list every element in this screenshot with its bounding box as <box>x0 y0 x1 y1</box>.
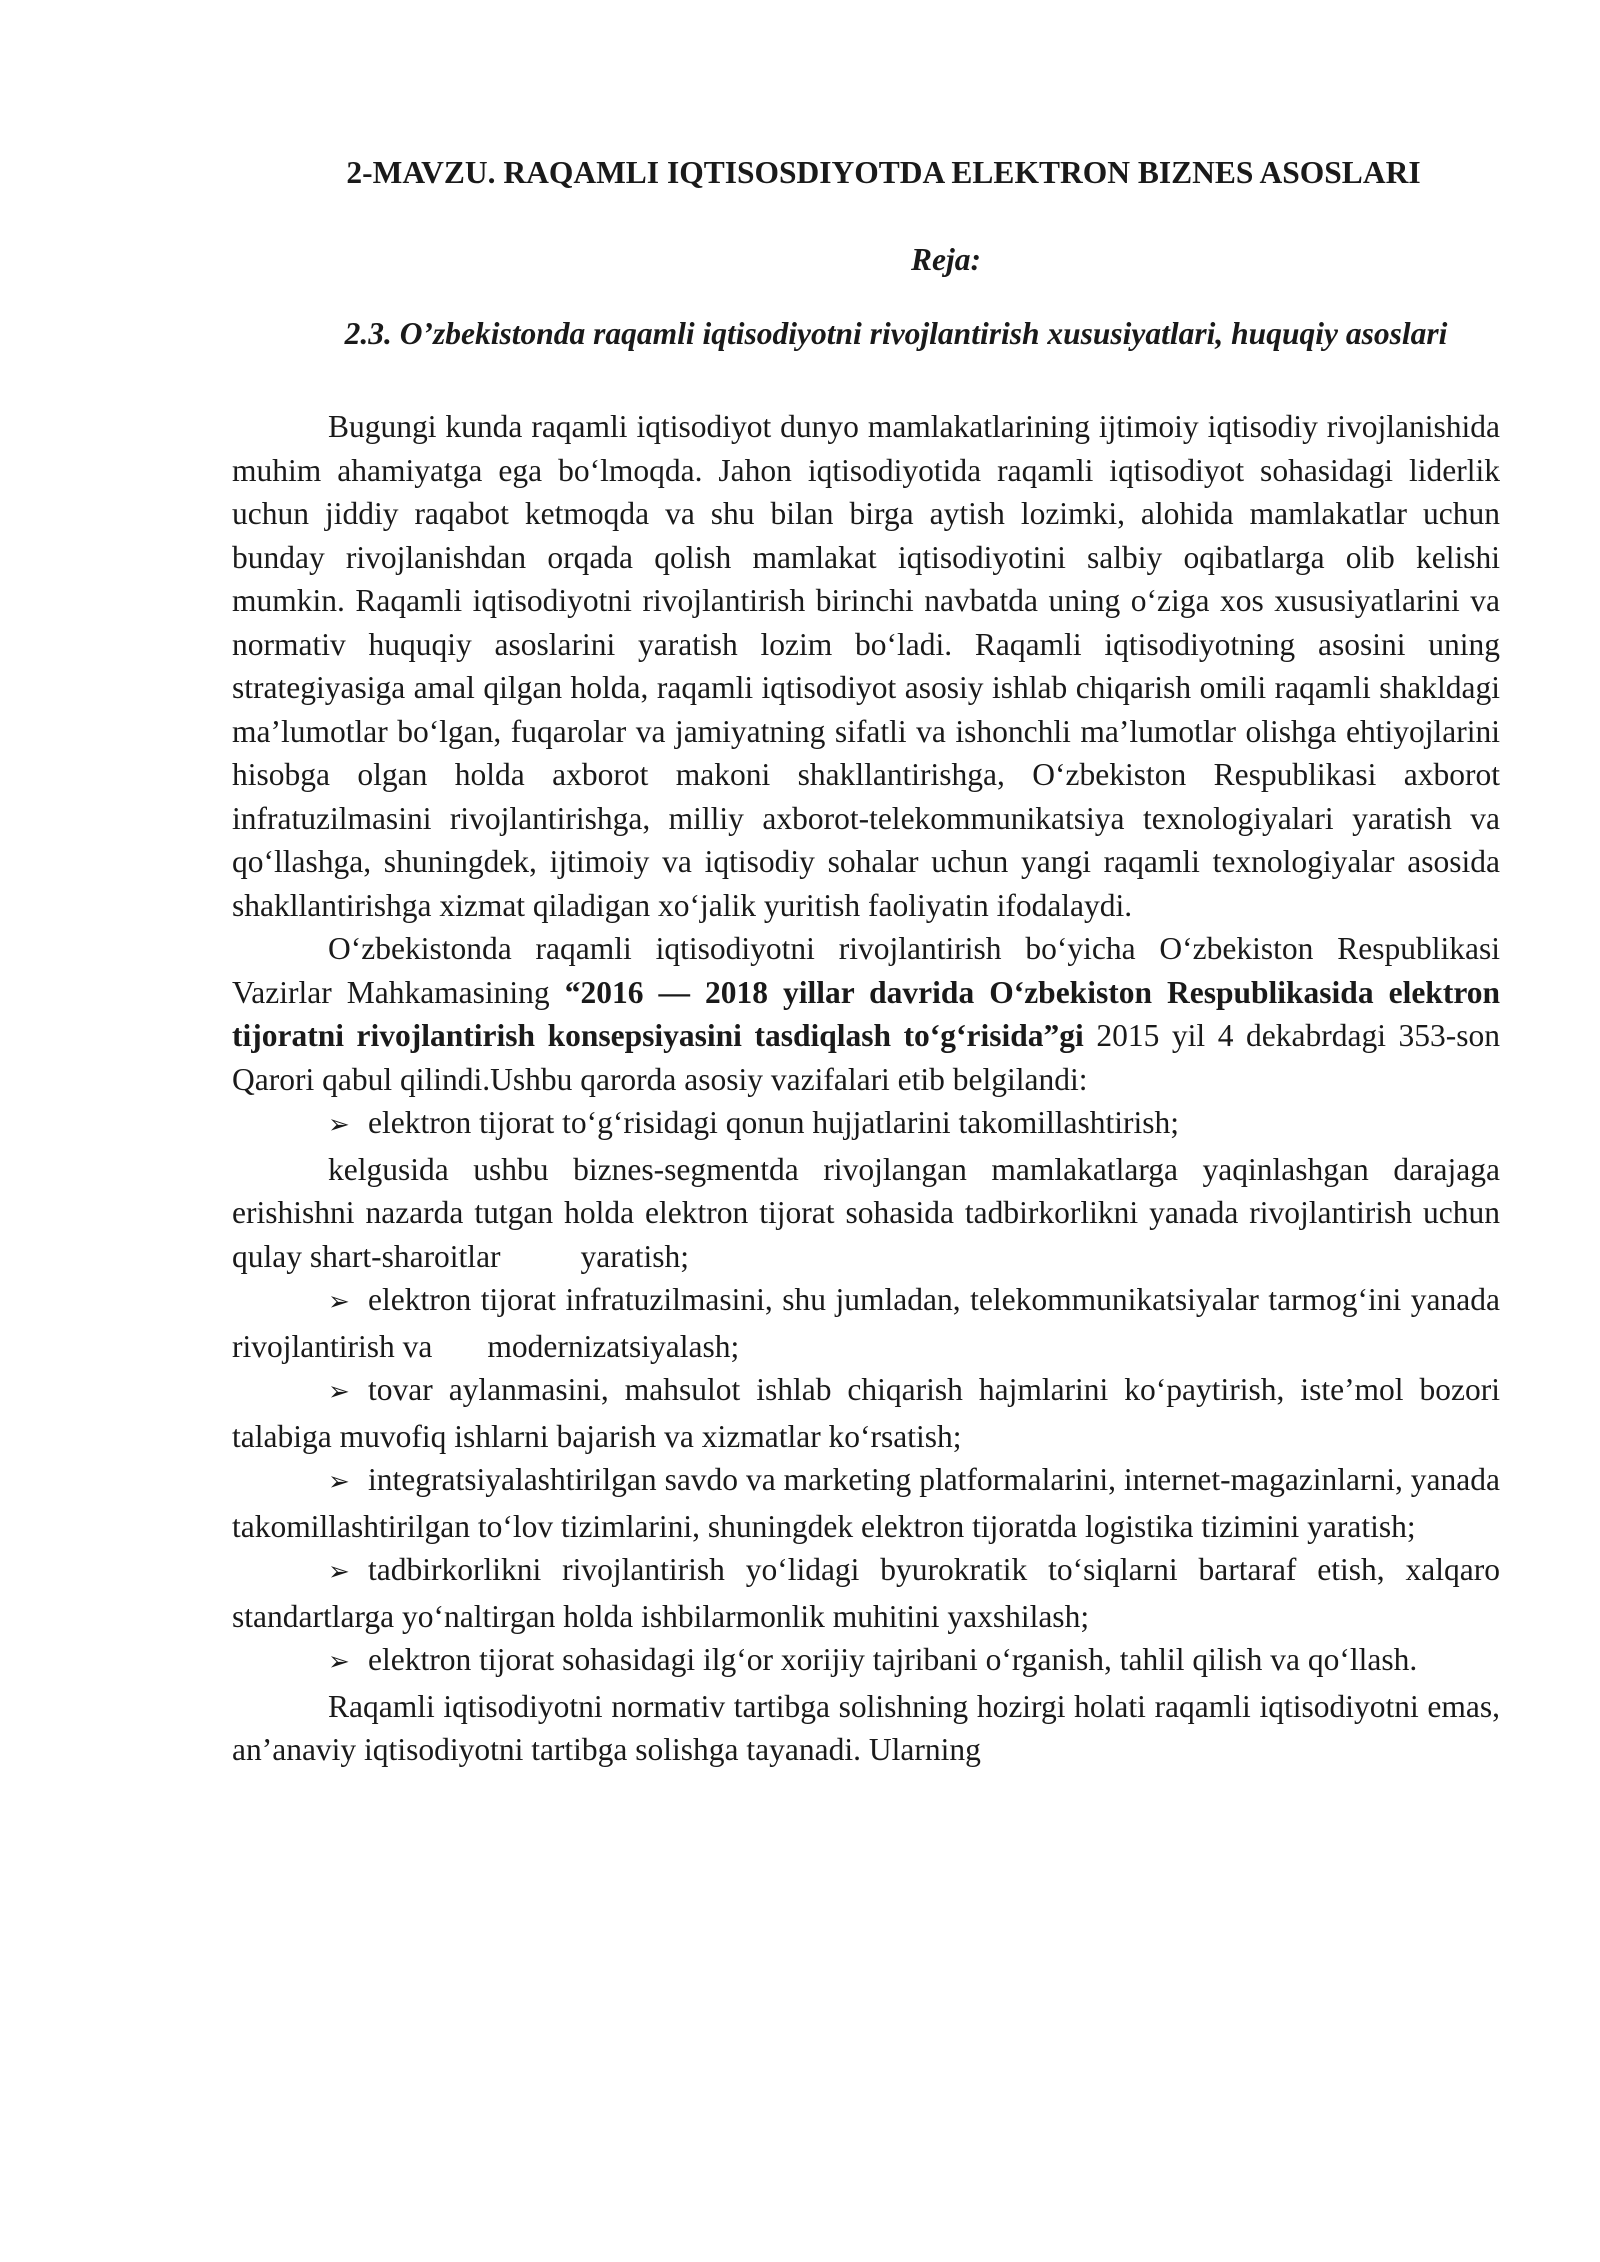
arrow-bullet-icon: ➢ <box>328 1557 350 1587</box>
paragraph-3-text: kelgusida ushbu biznes-segmentda rivojlangan mamlakatlarga yaqinlashgan darajaga erishishni nazarda tutgan holda elektron tijorat sohasida tadbirkorlikni yanada rivojlantirish uchun qulay shart-sharoitlar <box>232 1151 1500 1274</box>
resolution-title: “2016 — 2018 yillar davrida O‘zbekiston Respublikasida elektron tijoratni rivojlantirish konsepsiyasini tasdiqlash to‘g‘risida”gi <box>232 974 1500 1053</box>
list-item-2 <box>232 1278 1500 1368</box>
paragraph-2 <box>232 927 1500 1101</box>
paragraph-3-tail: yaratish; <box>580 1238 690 1274</box>
list-item-3-text: tovar aylanmasini, mahsulot ishlab chiqarish hajmlarini ko‘paytirish, iste’mol bozori talabiga muvofiq ishlarni bajarish va xizmatlar ko‘rsatish; <box>232 1372 1500 1454</box>
page-title: 2-MAVZU. RAQAMLI IQTISOSDIYOTDA ELEKTRON BIZNES ASOSLARI <box>346 155 1421 190</box>
list-item-1 <box>232 1101 1500 1148</box>
list-item-4 <box>232 1458 1500 1548</box>
list-item-2-tail: modernizatsiyalash; <box>487 1328 740 1364</box>
paragraph-4: Raqamli iqtisodiyotni normativ tartibga solishning hozirgi holati raqamli iqtisodiyotni emas, an’anaviy iqtisodiyotni tartibga solishga tayanadi. Ularning <box>232 1688 1500 1767</box>
list-item-1-text: elektron tijorat to‘g‘risidagi qonun hujjatlarini takomillashtirish; <box>368 1105 1179 1140</box>
paragraph-2-intro: O‘zbekistonda raqamli iqtisodiyotni rivojlantirish bo‘yicha O‘zbekiston Respublikasi Vazirlar Mahkamasining <box>232 931 1500 1010</box>
plan-heading: Reja: <box>911 242 981 277</box>
list-item-2-text: elektron tijorat infratuzilmasini, shu jumladan, telekommunikatsiyalar tarmog‘ini yanada rivojlantirish va <box>232 1282 1500 1364</box>
list-item-3 <box>232 1368 1500 1458</box>
list-item-5-text: tadbirkorlikni rivojlantirish yo‘lidagi byurokratik to‘siqlarni bartaraf etish, xalqaro standartlarga yo‘naltirgan holda ishbilarmonlik muhitini yaxshilash; <box>232 1552 1500 1634</box>
list-item-4-text: integratsiyalashtirilgan savdo va marketing platformalarini, internet-magazinlarni, yanada takomillashtirilgan to‘lov tizimlarini, shuningdek elektron tijoratda logistika tizimini yaratish; <box>232 1462 1500 1544</box>
paragraph-2-rest: 2015 yil 4 dekabrdagi 353-son Qarori qabul qilindi.Ushbu qarorda asosiy vazifalari etib belgilandi: <box>232 1018 1501 1097</box>
document-page <box>232 150 1500 1772</box>
paragraph-1: Bugungi kunda raqamli iqtisodiyot dunyo mamlakatlarining ijtimoiy iqtisodiy rivojlanishida muhim ahamiyatga ega bo‘lmoqda. Jahon iqtisodiyotida raqamli iqtisodiyot sohasidagi liderlik uchun jiddiy raqabot ketmoqda va shu bilan birga aytish lozimki, alohida mamlakatlar uchun bunday rivojlanishdan orqada qolish mamlakat iqtisodiyotini salbiy oqibatlarga olib kelishi mumkin. Raqamli iqtisodiyotni rivojlantirish birinchi navbatda uning o‘ziga xos xususiyatlarini va normativ huquqiy asoslarini yaratish lozim bo‘ladi. Raqamli iqtisodiyotning asosini uning strategiyasiga amal qilgan holda, raqamli iqtisodiyot asosiy ishlab chiqarish omili raqamli shakldagi ma’lumotlar bo‘lgan, fuqarolar va jamiyatning sifatli va ishonchli ma’lumotlar olishga ehtiyojlarini hisobga olgan holda axborot makoni shakllantirishga, O‘zbekiston Respublikasi axborot infratuzilmasini rivojlantirishga, milliy axborot-telekommunikatsiya texnologiyalari yaratish va qo‘llashga, shuningdek, ijtimoiy va iqtisodiy sohalar uchun yangi raqamli texnologiyalar asosida shakllantirishga xizmat qiladigan xo‘jalik yuritish faoliyatin ifodalaydi. <box>232 409 1500 923</box>
section-subtitle: 2.3. O’zbekistonda raqamli iqtisodiyotni rivojlantirish xususiyatlari, huquqiy asoslari <box>344 315 1448 351</box>
arrow-bullet-icon: ➢ <box>328 1287 350 1317</box>
arrow-bullet-icon: ➢ <box>328 1377 350 1407</box>
arrow-bullet-icon: ➢ <box>328 1110 350 1140</box>
list-item-6 <box>232 1638 1500 1685</box>
list-item-5 <box>232 1548 1500 1638</box>
list-item-6-text: elektron tijorat sohasidagi ilg‘or xorijiy tajribani o‘rganish, tahlil qilish va qo‘llash. <box>368 1642 1418 1677</box>
arrow-bullet-icon: ➢ <box>328 1467 350 1497</box>
paragraph-3 <box>232 1148 1500 1279</box>
arrow-bullet-icon: ➢ <box>328 1647 350 1677</box>
